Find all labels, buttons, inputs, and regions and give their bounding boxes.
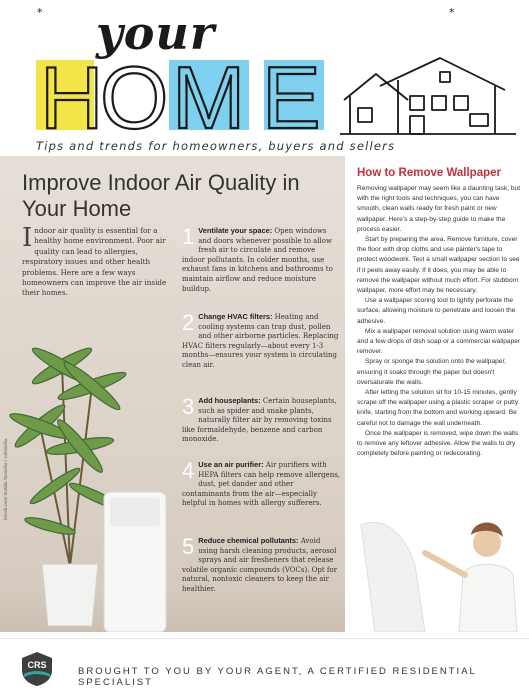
masthead-home-wordmark — [36, 54, 336, 134]
tip-text: Avoid using harsh cleaning products, aerosol sprays and air fresheners that release volatile organic compounds (VOCs). Opt for natural, nontoxic cleaners to keep the air healthier. — [182, 537, 338, 593]
wallpaper-removal-illustration — [355, 505, 529, 632]
article-title: Improve Indoor Air Quality in Your Home — [22, 170, 300, 221]
tip-number: 1 — [182, 224, 195, 249]
houseplant-illustration — [0, 306, 190, 632]
home-letter-h: H — [40, 54, 104, 134]
house-illustration — [340, 56, 520, 138]
tip-number: 4 — [182, 458, 195, 483]
tip-item — [182, 226, 340, 294]
intro-text: ndoor air quality is essential for a healthy home environment. Poor air quality can lead to allergies, respiratory issues and other health problems. Here are a few ways homeowners can improve the air inside their homes. — [22, 226, 167, 298]
tip-heading: Add houseplants: — [198, 396, 261, 405]
tip-text: Open windows and doors whenever possible to allow fresh air to circulate and remove indoor pollutants. In colder months, use exhaust fans in kitchens and bathrooms to maintain airflow and reduce moisture buildup. — [182, 227, 333, 293]
tip-number: 2 — [182, 310, 195, 335]
sidebar-paragraph: Use a wallpaper scoring tool to lightly perforate the surface, allowing moisture to penetrate and loosen the adhesive. — [357, 297, 516, 325]
footer-divider — [0, 638, 529, 639]
sidebar-paragraph: Start by preparing the area. Remove furniture, cover the floor with drop cloths and use painter's tape to protect woodwork. Test a small wallpaper section to see if it peels away easily. If it does, you may be able to remove the wallpaper without much effort. For stubborn wallpaper, more effort may be necessary. — [357, 236, 520, 295]
tip-number: 3 — [182, 394, 195, 419]
photo-credit: iStock.com/ Suttida Tanvisha / Jobnvisha — [3, 438, 8, 520]
star-ornament-right: * — [449, 6, 455, 19]
home-letter-m: M — [172, 54, 246, 134]
home-letter-e: E — [262, 54, 321, 134]
tip-item — [182, 536, 340, 595]
intro-dropcap: I — [22, 223, 33, 253]
sidebar-body — [357, 184, 523, 459]
masthead-tagline: Tips and trends for homeowners, buyers and sellers — [36, 139, 396, 153]
tip-heading: Ventilate your space: — [198, 226, 273, 235]
sidebar-paragraph: Once the wallpaper is removed, wipe down the walls to remove any leftover adhesive. Allow the walls to dry completely before painting or redecorating. — [357, 429, 519, 458]
home-letter-o: O — [100, 54, 169, 134]
masthead-your: your — [96, 6, 216, 60]
sidebar-paragraph: After letting the solution sit for 10-15 minutes, gently scrape off the wallpaper using a plastic scraper or putty knife, starting from the bottom and working upward. Be careful not to damage the wall underneath. — [357, 389, 519, 427]
sidebar-paragraph: Mix a wallpaper removal solution using warm water and a few drops of dish soap or a commercial wallpaper remover. — [357, 327, 521, 356]
tip-heading: Use an air purifier: — [198, 460, 264, 469]
tip-number: 5 — [182, 534, 195, 559]
tip-text: Heating and cooling systems can trap dust, pollen and other airborne particles. Replacing HVAC filters regularly—about every 1-3 months—ensures your system is circulating clean air. — [182, 313, 339, 369]
sidebar-title: How to Remove Wallpaper — [357, 167, 501, 179]
tip-heading: Change HVAC filters: — [198, 312, 273, 321]
sidebar-paragraph: Spray or sponge the solution onto the wallpaper, ensuring it soaks through the paper but doesn't oversaturate the walls. — [357, 358, 507, 386]
tip-heading: Reduce chemical pollutants: — [198, 536, 299, 545]
footer-credit: BROUGHT TO YOU BY YOUR AGENT, A CERTIFIED RESIDENTIAL SPECIALIST — [78, 666, 477, 688]
tip-item — [182, 460, 340, 509]
tip-text: Air purifiers with HEPA filters can help remove allergens, dust, pet dander and other contaminants from the air—especially helpful in homes with allergy sufferers. — [182, 461, 341, 508]
sidebar-paragraph: Removing wallpaper may seem like a daunting task, but with the right tools and techniques, you can have smooth, clean walls ready for fresh paint or new wallpaper. Here's a step-by-step guide to make the process easier. — [357, 185, 521, 233]
tip-item — [182, 312, 340, 371]
star-ornament-left: * — [37, 6, 43, 19]
tip-item — [182, 396, 340, 445]
article-intro — [22, 223, 172, 299]
crs-logo — [18, 650, 56, 688]
crs-logo-text: CRS — [27, 660, 47, 670]
tip-text: Certain houseplants, such as spider and snake plants, naturally filter air by removing toxins like formaldehyde, benzene and carbon monoxide. — [182, 397, 337, 444]
